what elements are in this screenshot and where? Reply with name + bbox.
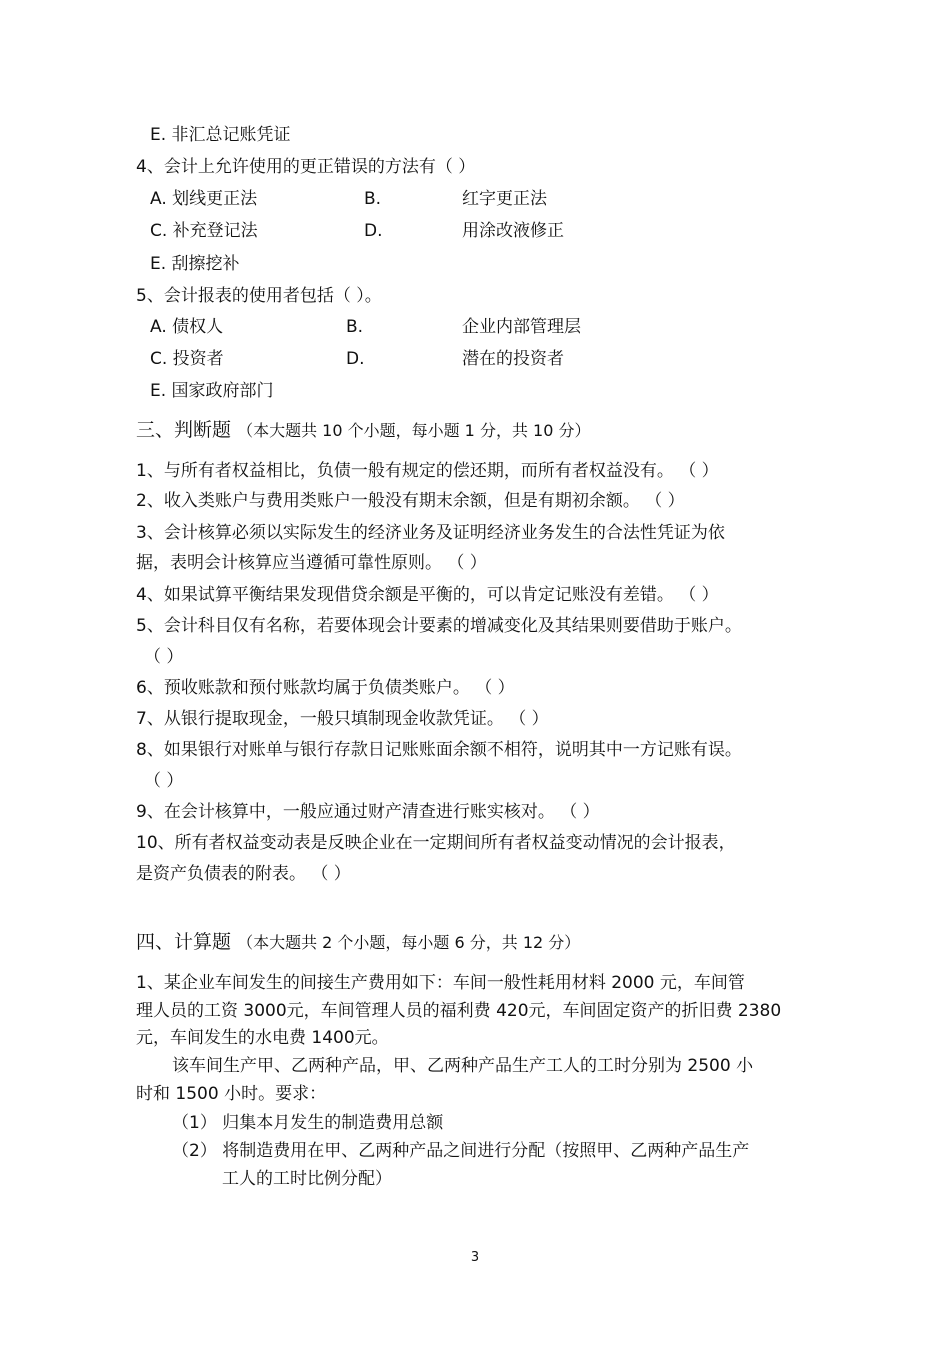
- section-4-title: 四、计算题: [136, 931, 232, 953]
- q4-option-b-letter: B.: [364, 189, 382, 209]
- page-number: 3: [470, 1250, 480, 1265]
- section-3-note: （本大题共 10 个小题，每小题 1 分，共 10 分）: [237, 421, 591, 440]
- calc-1-line-4: 该车间生产甲、乙两种产品，甲、乙两种产品生产工人的工时分别为 2500 小: [172, 1056, 754, 1076]
- tf-item-10-line-2: 是资产负债表的附表。 （ ）: [136, 864, 351, 884]
- calc-1-line-5: 时和 1500 小时。要求：: [136, 1084, 327, 1104]
- q5-option-c: C. 投资者: [150, 349, 224, 369]
- q4-option-d-letter: D.: [364, 221, 383, 241]
- calc-1-line-1: 1、某企业车间发生的间接生产费用如下：车间一般性耗用材料 2000 元，车间管: [136, 973, 745, 993]
- q4-option-d-text: 用涂改液修正: [462, 221, 564, 241]
- q3-option-e: E. 非汇总记账凭证: [150, 125, 291, 145]
- calc-1-req-2-line-2: 工人的工时比例分配）: [222, 1169, 392, 1189]
- calc-1-line-2: 理人员的工资 3000元，车间管理人员的福利费 420元，车间固定资产的折旧费 2380: [136, 1001, 782, 1021]
- tf-item-8-line-2: （ ）: [144, 771, 184, 791]
- q4-question: 4、会计上允许使用的更正错误的方法有（ ）: [136, 157, 476, 177]
- section-4-note: （本大题共 2 个小题，每小题 6 分，共 12 分）: [237, 933, 581, 952]
- tf-item-6: 6、预收账款和预付账款均属于负债类账户。 （ ）: [136, 678, 515, 698]
- tf-item-5-line-2: （ ）: [144, 647, 184, 667]
- section-3-heading: [136, 418, 590, 443]
- tf-item-7: 7、从银行提取现金，一般只填制现金收款凭证。 （ ）: [136, 709, 549, 729]
- q5-option-d-text: 潜在的投资者: [462, 349, 564, 369]
- calc-1-line-3: 元，车间发生的水电费 1400元。: [136, 1028, 389, 1048]
- tf-item-10-line-1: 10、所有者权益变动表是反映企业在一定期间所有者权益变动情况的会计报表，: [136, 833, 736, 853]
- tf-item-5-line-1: 5、会计科目仅有名称，若要体现会计要素的增减变化及其结果则要借助于账户。: [136, 616, 742, 636]
- q5-option-d-letter: D.: [346, 349, 365, 369]
- tf-item-9: 9、在会计核算中，一般应通过财产清查进行账实核对。 （ ）: [136, 802, 600, 822]
- tf-item-3-line-1: 3、会计核算必须以实际发生的经济业务及证明经济业务发生的合法性凭证为依: [136, 523, 725, 543]
- tf-item-4: 4、如果试算平衡结果发现借贷余额是平衡的，可以肯定记账没有差错。 （ ）: [136, 585, 719, 605]
- q5-question: 5、会计报表的使用者包括（ ）。: [136, 286, 382, 306]
- calc-1-req-1: （1） 归集本月发生的制造费用总额: [172, 1113, 444, 1133]
- q4-option-a: A. 划线更正法: [150, 189, 258, 209]
- q5-option-e: E. 国家政府部门: [150, 381, 274, 401]
- q4-option-e: E. 刮擦挖补: [150, 254, 240, 274]
- q4-option-b-text: 红字更正法: [462, 189, 547, 209]
- q4-option-c: C. 补充登记法: [150, 221, 258, 241]
- q5-option-b-letter: B.: [346, 317, 364, 337]
- section-4-heading: [136, 930, 580, 955]
- tf-item-3-line-2: 据，表明会计核算应当遵循可靠性原则。 （ ）: [136, 553, 487, 573]
- tf-item-1: 1、与所有者权益相比，负债一般有规定的偿还期，而所有者权益没有。 （ ）: [136, 461, 719, 481]
- tf-item-2: 2、收入类账户与费用类账户一般没有期末余额，但是有期初余额。 （ ）: [136, 491, 685, 511]
- section-3-title: 三、判断题: [136, 419, 232, 441]
- tf-item-8-line-1: 8、如果银行对账单与银行存款日记账账面余额不相符，说明其中一方记账有误。: [136, 740, 742, 760]
- q5-option-a: A. 债权人: [150, 317, 224, 337]
- q5-option-b-text: 企业内部管理层: [462, 317, 581, 337]
- calc-1-req-2-line-1: （2） 将制造费用在甲、乙两种产品之间进行分配（按照甲、乙两种产品生产: [172, 1141, 750, 1161]
